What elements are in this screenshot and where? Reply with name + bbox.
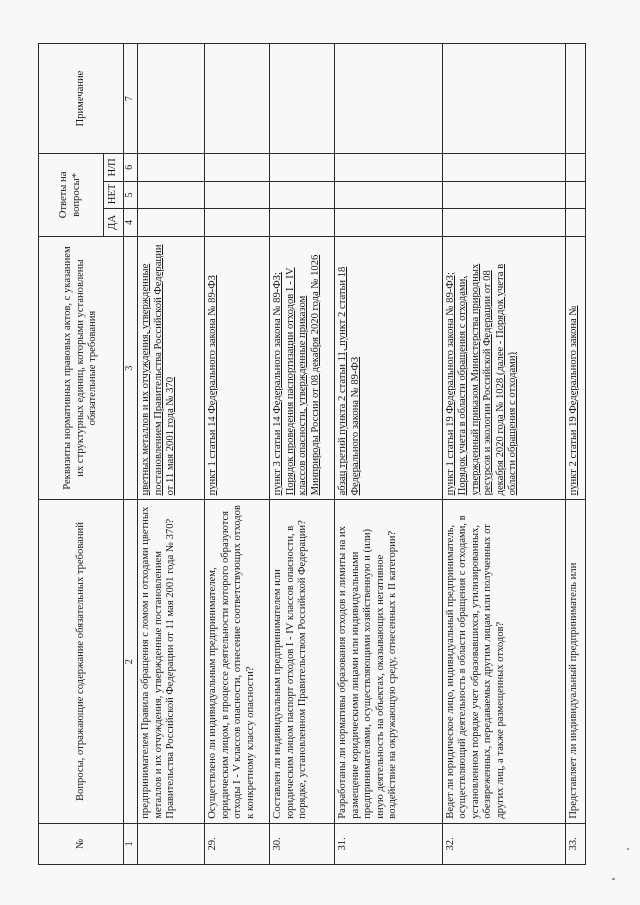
answer-no-cell[interactable] xyxy=(442,181,565,209)
note-cell[interactable] xyxy=(335,44,442,154)
header-answers: Ответы на вопросы* xyxy=(39,154,104,237)
row-number: 30. xyxy=(270,823,335,864)
note-cell[interactable] xyxy=(138,44,205,154)
row-number: 33. xyxy=(565,823,585,864)
answer-yes-cell[interactable] xyxy=(138,209,205,237)
answer-na-cell[interactable] xyxy=(565,154,585,182)
question-text: Осуществлено ли индивидуальным предпринимателем, юридическим лицом, в процессе деятельности которого образуются отходы I - V классов опасности, отнесение соответствующих отходов к конкретному классу опасности? xyxy=(205,500,270,823)
column-number: 6 xyxy=(123,154,138,182)
scan-speck xyxy=(627,848,629,850)
header-requirements: Реквизиты нормативных правовых актов, с указанием их структурных единиц, которыми установлены обязательные требования xyxy=(39,236,124,500)
answer-yes-cell[interactable] xyxy=(270,209,335,237)
question-text: Ведет ли юридическое лицо, индивидуальный предприниматель, осуществляющий деятельность в области обращения с отходами, в установленном порядке учет образовавшихся, утилизированных, обезвреженных, передаваемых другим лицам или полученных от других лиц, а также размещенных отходов? xyxy=(442,500,565,823)
answer-na-cell[interactable] xyxy=(205,154,270,182)
checklist-table xyxy=(38,43,586,865)
answer-no-cell[interactable] xyxy=(270,181,335,209)
answer-yes-cell[interactable] xyxy=(335,209,442,237)
table-row xyxy=(205,44,270,865)
table-row xyxy=(565,44,585,865)
requirement-ref: пункт 3 статьи 14 Федерального закона № 89-ФЗ; Порядок проведения паспортизации отходов I - IV классов опасности, утвержденные приказом Минприроды России от 08 декабря 2020 года № 1026 xyxy=(270,236,335,500)
question-text: Представляет ли индивидуальный предприниматель или xyxy=(565,500,585,823)
note-cell[interactable] xyxy=(205,44,270,154)
scan-speck xyxy=(612,878,615,880)
column-number-row xyxy=(123,44,138,865)
answer-na-cell[interactable] xyxy=(335,154,442,182)
row-number: 31. xyxy=(335,823,442,864)
header-yes: ДА xyxy=(103,209,123,237)
header-question: Вопросы, отражающие содержание обязательных требований xyxy=(39,500,124,823)
answer-yes-cell[interactable] xyxy=(565,209,585,237)
requirement-ref: пункт 2 статьи 19 Федерального закона № xyxy=(565,236,585,500)
answer-na-cell[interactable] xyxy=(442,154,565,182)
question-text: предпринимателем Правила обращения с ломом и отходами цветных металлов и их отчуждения, утвержденные постановлением Правительства Российской Федерации от 11 мая 2001 года № 370? xyxy=(138,500,205,823)
column-number: 2 xyxy=(123,500,138,823)
question-text: Разработаны ли нормативы образования отходов и лимиты на их размещение юридическими лицами или индивидуальными предпринимателями, осуществляющими хозяйственную и (или) иную деятельность на объектах, оказывающих негативное воздействие на окружающую среду, отнесенных к II категории? xyxy=(335,500,442,823)
row-number: 29. xyxy=(205,823,270,864)
table-row xyxy=(335,44,442,865)
header-row xyxy=(39,44,104,865)
column-number: 7 xyxy=(123,44,138,154)
rotated-checklist xyxy=(38,43,586,865)
column-number: 4 xyxy=(123,209,138,237)
answer-yes-cell[interactable] xyxy=(205,209,270,237)
question-text: Составлен ли индивидуальным предпринимателем или юридическим лицом паспорт отходов I - IV классов опасности, в порядке, установленном Правительством Российской Федерации? xyxy=(270,500,335,823)
note-cell[interactable] xyxy=(565,44,585,154)
requirement-ref: цветных металлов и их отчуждения, утвержденные постановлением Правительства Российской Федерации от 11 мая 2001 года № 370 xyxy=(138,236,205,500)
table-row xyxy=(138,44,205,865)
table-row xyxy=(442,44,565,865)
column-number: 3 xyxy=(123,236,138,500)
answer-no-cell[interactable] xyxy=(335,181,442,209)
requirement-ref: абзац третий пункта 2 статьи 11, пункт 2 статьи 18 Федерального закона № 89-ФЗ xyxy=(335,236,442,500)
requirement-ref: пункт 1 статьи 19 Федерального закона № 89-ФЗ; Порядок учета в области обращения с отходами, утвержденный приказом Министерства природных ресурсов и экологии Российской Федерации от 08 декабря 2020 года № 1028 (далее - Порядок учета в области обращения с отходами) xyxy=(442,236,565,500)
row-number xyxy=(138,823,205,864)
answer-yes-cell[interactable] xyxy=(442,209,565,237)
table-row xyxy=(270,44,335,865)
column-number: 5 xyxy=(123,181,138,209)
answer-no-cell[interactable] xyxy=(565,181,585,209)
header-note: Примечание xyxy=(39,44,124,154)
answer-no-cell[interactable] xyxy=(205,181,270,209)
note-cell[interactable] xyxy=(442,44,565,154)
header-na: Н/П xyxy=(103,154,123,182)
note-cell[interactable] xyxy=(270,44,335,154)
answer-no-cell[interactable] xyxy=(138,181,205,209)
header-num: № xyxy=(39,823,124,864)
column-number: 1 xyxy=(123,823,138,864)
row-number: 32. xyxy=(442,823,565,864)
answer-na-cell[interactable] xyxy=(270,154,335,182)
answer-na-cell[interactable] xyxy=(138,154,205,182)
header-no: НЕТ xyxy=(103,181,123,209)
requirement-ref: пункт 1 статьи 14 Федерального закона № 89-ФЗ xyxy=(205,236,270,500)
